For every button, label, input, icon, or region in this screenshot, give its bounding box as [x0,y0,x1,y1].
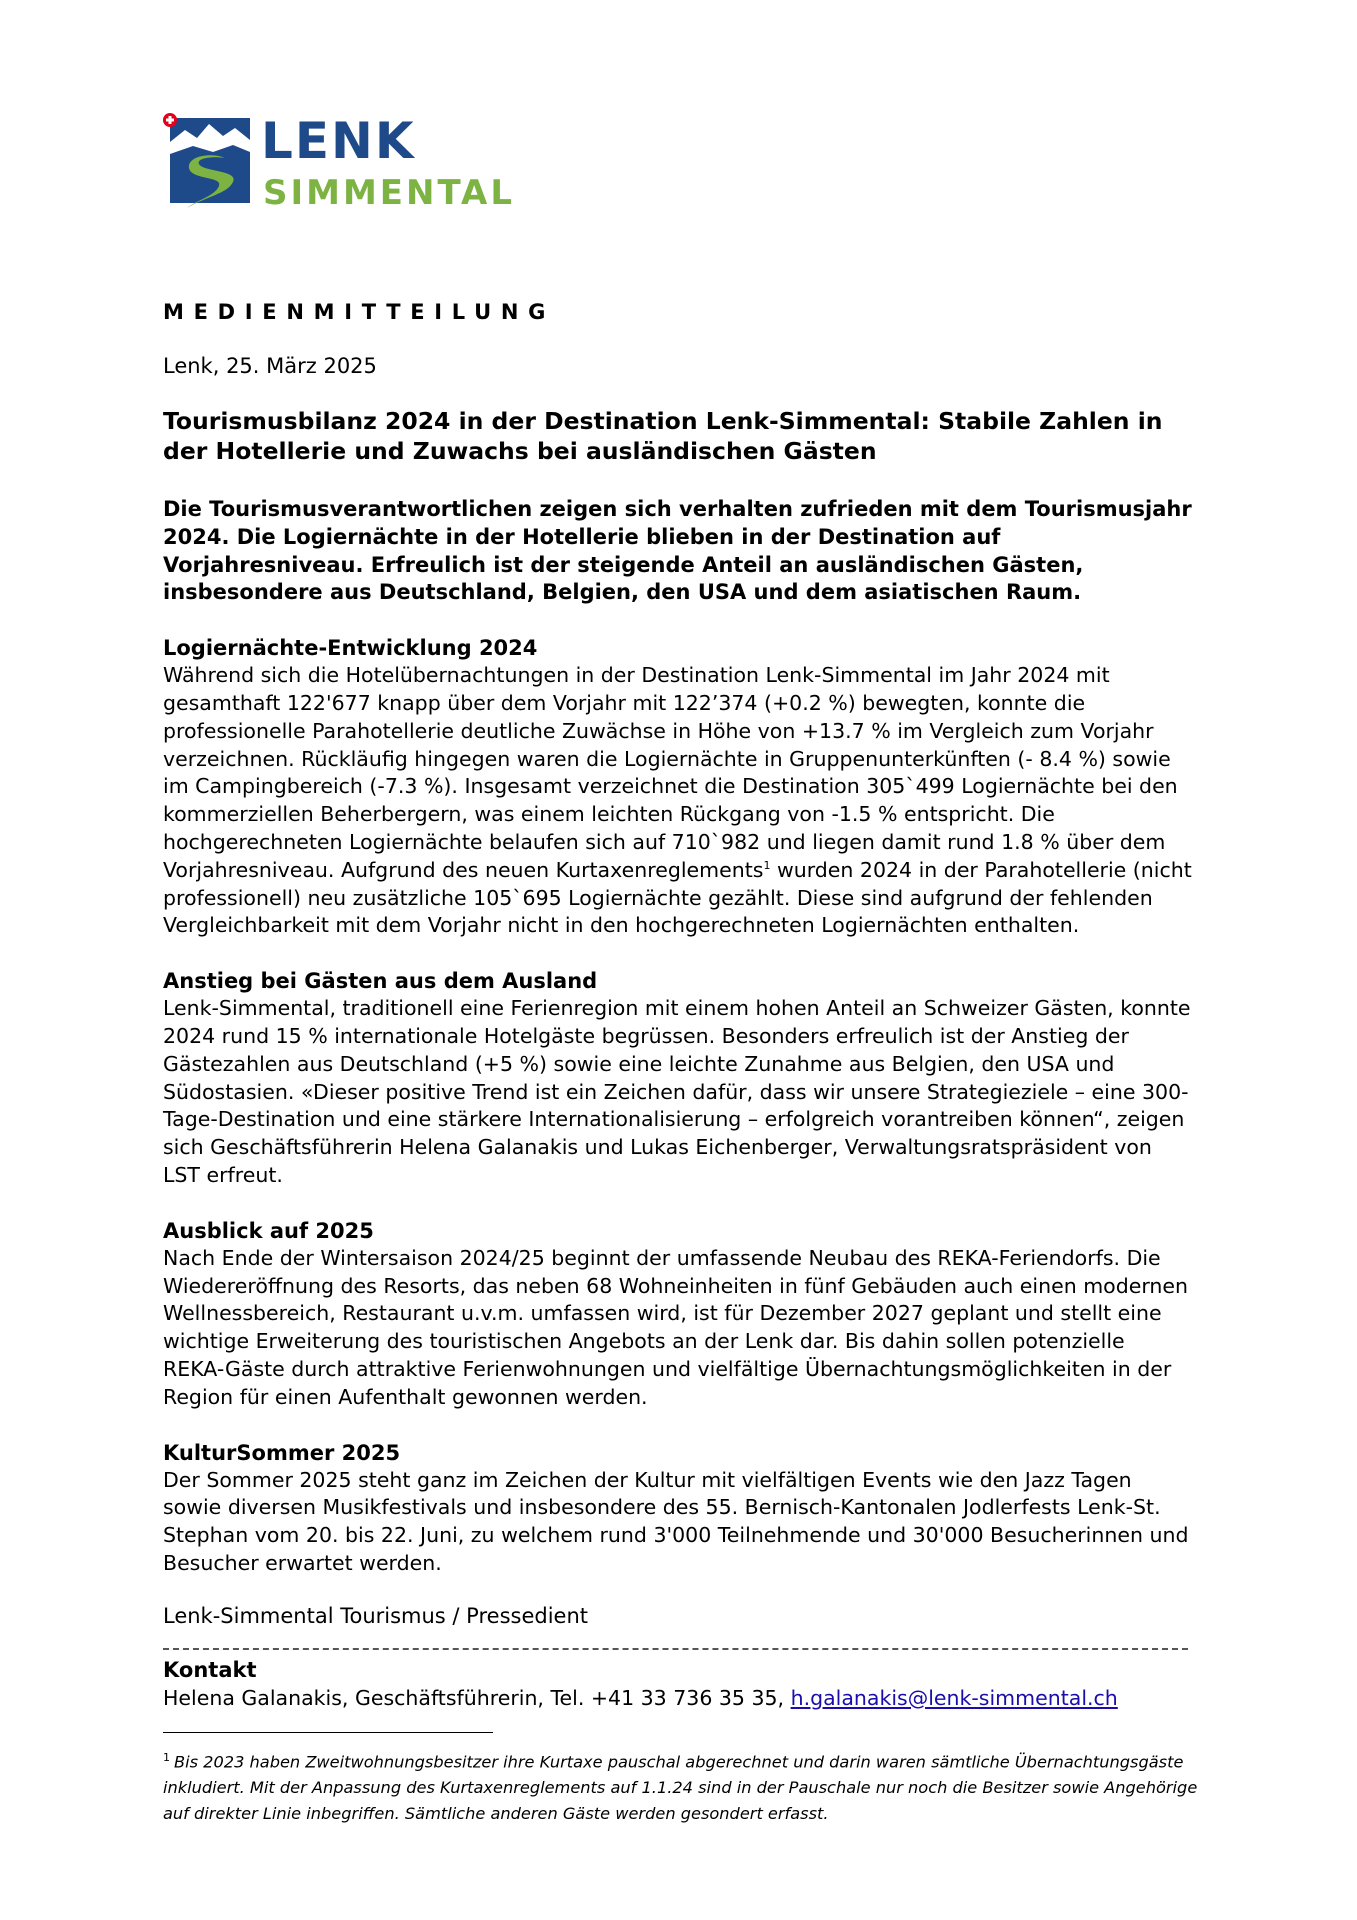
footnote-text: Bis 2023 haben Zweitwohnungsbesitzer ihre Kurtaxe pauschal abgerechnet und darin waren sämtliche Übernachtungsgäste inkludiert. Mit der Anpassung des Kurtaxenreglements auf 1.1.24 sind in der Pauschale nur noch die Besitzer sowie Angehörige auf direkter Linie inbegriffen. Sämtliche anderen Gäste werden gesondert erfasst. [163,1752,1198,1824]
section-ausland [163,967,1193,1190]
dashed-divider [163,1632,1188,1650]
contact-email-link[interactable]: h.galanakis@lenk-simmental.ch [790,1685,1118,1710]
dateline: Lenk, 25. März 2025 [163,354,377,378]
signoff: Lenk-Simmental Tourismus / Pressedient [163,1603,588,1628]
section-body-part-2: wurden 2024 in der Parahotellerie (nicht professionell) neu zusätzliche 105`695 Logiernächte gezählt. Diese sind aufgrund der fehlenden Vergleichbarkeit mit dem Vorjahr nicht in den hochgerechneten Logiernächten enthalten. [163,857,1192,938]
section-body: Lenk-Simmental, traditionell eine Ferienregion mit einem hohen Anteil an Schweizer Gästen, konnte 2024 rund 15 % internationale Hotelgäste begrüssen. Besonders erfreulich ist der Anstieg der Gästezahlen aus Deutschland (+5 %) sowie eine leichte Zunahme aus Belgien, den USA und Südostasien. «Dieser positive Trend ist ein Zeichen dafür, dass wir unsere Strategieziele – eine 300-Tage-Destination und eine stärkere Internationalisierung – erfolgreich vorantreiben können“, zeigen sich Geschäftsführerin Helena Galanakis und Lukas Eichenberger, Verwaltungsratspräsident von LST erfreut. [163,996,1191,1187]
press-release-body [163,300,1193,1712]
footnote-rule [163,1732,493,1733]
section-heading: Ausblick auf 2025 [163,1218,374,1243]
section-body-part-1: Während sich die Hotelübernachtungen in der Destination Lenk-Simmental im Jahr 2024 mit gesamthaft 122'677 knapp über dem Vorjahr mit 122’374 (+0.2 %) bewegten, konnte die professionelle Parahotellerie deutliche Zuwächse in Höhe von +13.7 % im Vergleich zum Vorjahr verzeichnen. Rückläufig hingegen waren die Logiernächte in Gruppenunterkünften (- 8.4 %) sowie im Campingbereich (-7.3 %). Insgesamt verzeichnet die Destination 305`499 Logiernächte bei den kommerziellen Beherbergern, was einem leichten Rückgang von -1.5 % entspricht. Die hochgerechneten Logiernächte belaufen sich auf 710`982 und liegen damit rund 1.8 % über dem Vorjahresniveau. Aufgrund des neuen Kurtaxenreglements [163,663,1178,882]
lenk-simmental-logo [163,112,543,216]
logo-line2: SIMMENTAL [263,173,516,213]
section-kultursommer [163,1439,1193,1578]
contact-line [163,1684,1193,1712]
logo-line1: LENK [261,112,416,170]
section-heading: KulturSommer 2025 [163,1440,401,1465]
section-body: Der Sommer 2025 steht ganz im Zeichen der Kultur mit vielfältigen Events wie den Jazz Tagen sowie diversen Musikfestivals und insbesondere des 55. Bernisch-Kantonalen Jodlerfests Lenk-St. Stephan vom 20. bis 22. Juni, zu welchem rund 3'000 Teilnehmende und 30'000 Besucherinnen und Besucher erwartet werden. [163,1467,1189,1575]
headline: Tourismusbilanz 2024 in der Destination Lenk-Simmental: Stabile Zahlen in der Hotellerie und Zuwachs bei ausländischen Gästen [163,407,1163,465]
section-body [163,662,1193,940]
footnote [163,1745,1203,1827]
section-ausblick [163,1217,1193,1412]
contact-block [163,1656,1193,1712]
section-heading: Anstieg bei Gästen aus dem Ausland [163,969,598,994]
lead-paragraph: Die Tourismusverantwortlichen zeigen sich verhalten zufrieden mit dem Tourismusjahr 2024. Die Logiernächte in der Hotellerie blieben in der Destination auf Vorjahresniveau. Erfreulich ist der steigende Anteil an ausländischen Gästen, insbesondere aus Deutschland, Belgien, den USA und dem asiatischen Raum. [163,497,1192,605]
footnote-reference: 1 [763,858,771,872]
contact-heading: Kontakt [163,1657,257,1682]
footnote-marker: 1 [163,1751,170,1764]
section-body: Nach Ende der Wintersaison 2024/25 beginnt der umfassende Neubau des REKA-Feriendorfs. Die Wiedereröffnung des Resorts, das neben 68 Wohneinheiten in fünf Gebäuden auch einen modernen Wellnessbereich, Restaurant u.v.m. umfassen wird, ist für Dezember 2027 geplant und stellt eine wichtige Erweiterung des touristischen Angebots an der Lenk dar. Bis dahin sollen potenzielle REKA-Gäste durch attraktive Ferienwohnungen und vielfältige Übernachtungsmöglichkeiten in der Region für einen Aufenthalt gewonnen werden. [163,1245,1189,1409]
document-label: MEDIENMITTEILUNG [163,300,556,324]
section-logiernaechte [163,634,1193,940]
section-heading: Logiernächte-Entwicklung 2024 [163,636,538,661]
contact-text: Helena Galanakis, Geschäftsführerin, Tel. +41 33 736 35 35, [163,1685,791,1710]
